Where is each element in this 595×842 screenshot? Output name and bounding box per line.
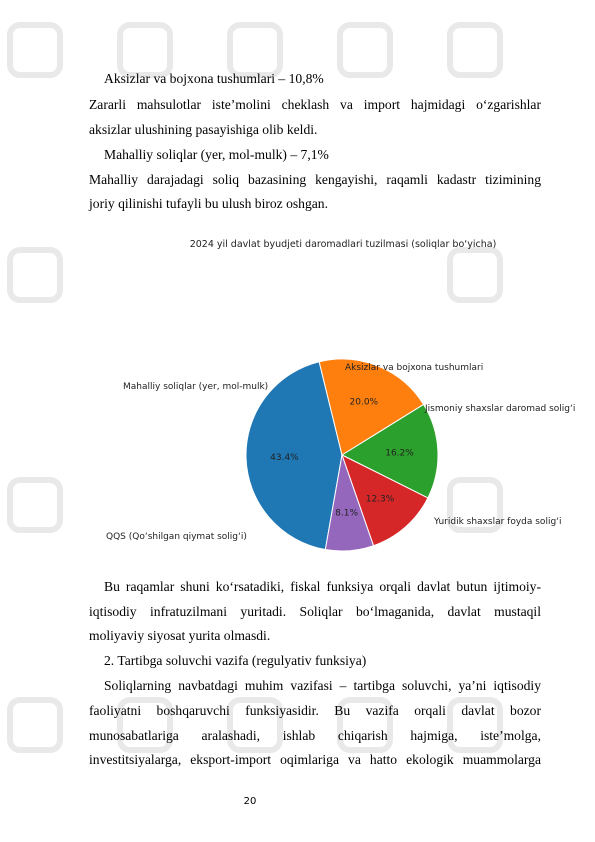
paragraph-text: Bu raqamlar shuni ko‘rsatadiki, fiskal funksiya orqali davlat butun ijtimoiy- <box>104 579 541 594</box>
slice-category-label: Mahalliy soliqlar (yer, mol-mulk) <box>123 382 269 392</box>
paragraph-text: aksizlar ulushining pasayishiga olib keldi. <box>89 122 318 137</box>
section-heading: 2. Tartibga soluvchi vazifa (regulyativ funksiya) <box>104 653 367 668</box>
slice-category-label: QQS (Qo‘shilgan qiymat solig‘i) <box>106 532 247 542</box>
paragraph-heading-mahalliy: Mahalliy soliqlar (yer, mol-mulk) – 7,1% <box>104 147 329 162</box>
page-number: 20 <box>243 796 257 807</box>
paragraph-text: Soliqlarning navbatdagi muhim vazifasi – tartibga soluvchi, ya’ni iqtisodiy <box>104 678 541 693</box>
slice-percent-label: 16.2% <box>385 448 414 459</box>
slice-category-label: Jismoniy shaxslar daromad solig‘i <box>425 404 576 414</box>
paragraph-text: munosabatlariga aralashadi, ishlab chiqarish hajmiga, iste’molga, <box>89 728 541 743</box>
slice-category-label: Aksizlar va bojxona tushumlari <box>345 363 484 373</box>
paragraph-text: joriy qilinishi tufayli bu ulush biroz oshgan. <box>89 196 329 211</box>
slice-category-label: Yuridik shaxslar foyda solig‘i <box>434 517 562 527</box>
slice-percent-label: 43.4% <box>270 452 299 463</box>
chart-title: 2024 yil davlat byudjeti daromadlari tuzilmasi (soliqlar bo‘yicha) <box>189 239 497 250</box>
slice-percent-label: 8.1% <box>335 508 359 519</box>
slice-percent-label: 12.3% <box>365 494 395 505</box>
paragraph-text: iqtisodiy infratuzilmani yuritadi. Soliqlar bo‘lmaganida, davlat mustaqil <box>89 604 541 619</box>
paragraph-text: faoliyatni boshqaruvchi funksiyasidir. Bu vazifa orqali davlat bozor <box>89 703 541 718</box>
paragraph-text: Mahalliy darajadagi soliq bazasining kengayishi, raqamli kadastr tizimining <box>89 172 541 187</box>
paragraph-text: investitsiyalarga, eksport-import oqimlariga va hatto ekologik muammolarga <box>89 752 541 767</box>
slice-percent-label: 20.0% <box>349 397 379 408</box>
paragraph-heading-aksizlar: Aksizlar va bojxona tushumlari – 10,8% <box>104 71 324 86</box>
pie-chart <box>0 225 595 555</box>
paragraph-text: moliyaviy siyosat yurita olmasdi. <box>89 628 271 643</box>
paragraph-text: Zararli mahsulotlar iste’molini cheklash va import hajmidagi o‘zgarishlar <box>89 97 541 112</box>
